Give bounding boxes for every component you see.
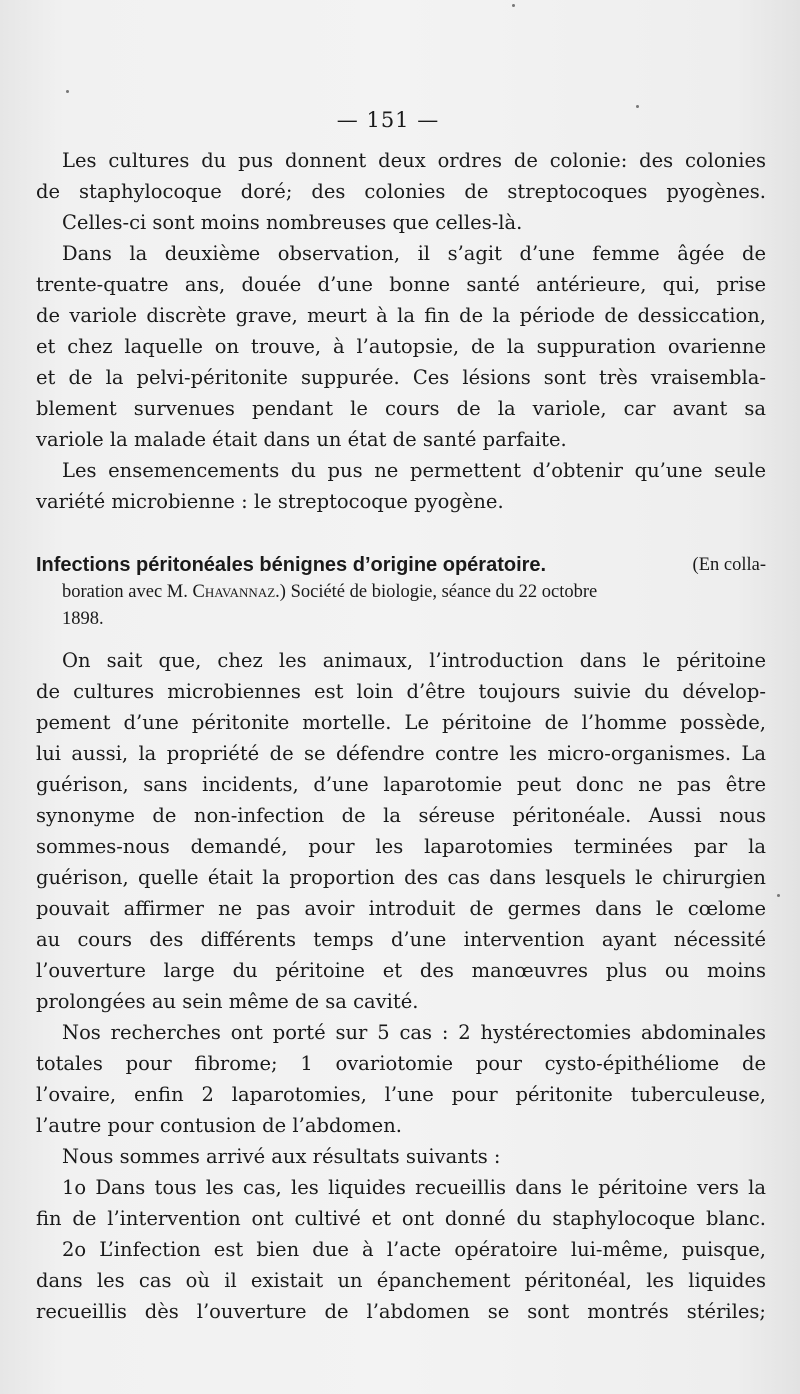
text-line: variole la malade était dans un état de santé parfaite. xyxy=(36,428,567,451)
heading-collab-group xyxy=(62,579,597,606)
paragraph xyxy=(36,1017,766,1141)
heading-title: Infections péritonéales bénignes d’origine opératoire. xyxy=(36,554,547,576)
text-line: Les ensemencements du pus ne permettent d’obtenir qu’une seule xyxy=(62,459,766,482)
text-line: On sait que, chez les animaux, l’introduction dans le péritoine xyxy=(62,649,766,672)
text-line: Dans la deuxième observation, il s’agit d’une femme âgée de xyxy=(62,242,766,265)
text-line: prolongées au sein même de sa cavité. xyxy=(36,990,419,1013)
section-2-text xyxy=(36,645,766,1327)
scan-speck xyxy=(636,105,639,108)
text-line: et de la pelvi-péritonite suppurée. Ces lésions sont très vraisembla- xyxy=(36,366,766,389)
text-line: de staphylocoque doré; des colonies de streptocoques pyogènes. xyxy=(36,180,766,203)
text-line: de cultures microbiennes est loin d’être toujours suivie du dévelop- xyxy=(36,680,766,703)
paragraph xyxy=(36,645,766,1017)
text-line: Les cultures du pus donnent deux ordres de colonie: des colonies xyxy=(62,149,766,172)
paragraph xyxy=(36,1234,766,1327)
section-heading xyxy=(36,552,766,633)
heading-note-open: (En colla- xyxy=(692,555,766,575)
paragraph xyxy=(36,1172,766,1234)
text-line: pement d’une péritonite mortelle. Le péritoine de l’homme possède, xyxy=(36,711,766,734)
text-line: l’ovaire, enfin 2 laparotomies, l’une pour péritonite tuberculeuse, xyxy=(36,1083,766,1106)
heading-author: Chavannaz xyxy=(192,582,276,602)
text-line: blement survenues pendant le cours de la variole, car avant sa xyxy=(36,397,766,420)
text-line: variété microbienne : le streptocoque pyogène. xyxy=(36,490,504,513)
paragraph xyxy=(36,455,766,517)
text-line: synonyme de non-infection de la séreuse péritonéale. Aussi nous xyxy=(36,804,766,827)
scan-speck xyxy=(777,894,780,897)
text-line: sommes-nous demandé, pour les laparotomies terminées par la xyxy=(36,835,766,858)
text-line: Nous sommes arrivé aux résultats suivants : xyxy=(62,1145,501,1168)
heading-collab-prefix: boration avec M. xyxy=(62,582,188,602)
heading-second-line xyxy=(36,579,766,606)
heading-collab-suffix: .) Société de biologie, séance du 22 octobre xyxy=(275,582,598,602)
text-line: l’ouverture large du péritoine et des manœuvres plus ou moins xyxy=(36,959,766,982)
paragraph xyxy=(36,238,766,455)
heading-year: 1898. xyxy=(62,609,104,629)
text-line: 2o L’infection est bien due à l’acte opératoire lui-même, puisque, xyxy=(62,1238,766,1261)
text-line: guérison, sans incidents, d’une laparotomie peut donc ne pas être xyxy=(36,773,766,796)
text-line: de variole discrète grave, meurt à la fin de la période de dessiccation, xyxy=(36,304,766,327)
text-line: trente-quatre ans, douée d’une bonne santé antérieure, qui, prise xyxy=(36,273,766,296)
text-line: Celles-ci sont moins nombreuses que celles-là. xyxy=(62,211,523,234)
text-line: dans les cas où il existait un épanchement péritonéal, les liquides xyxy=(36,1269,766,1292)
scan-speck xyxy=(66,90,69,93)
paragraph xyxy=(36,1141,766,1172)
text-line: 1o Dans tous les cas, les liquides recueillis dans le péritoine vers la xyxy=(62,1176,766,1199)
text-line: recueillis dès l’ouverture de l’abdomen se sont montrés stériles; xyxy=(36,1300,766,1323)
paragraph xyxy=(36,145,766,238)
text-line: au cours des différents temps d’une intervention ayant nécessité xyxy=(36,928,766,951)
heading-first-line xyxy=(36,552,766,579)
page-number: — 151 — xyxy=(336,108,440,132)
text-line: Nos recherches ont porté sur 5 cas : 2 hystérectomies abdominales xyxy=(62,1021,766,1044)
section-1-text xyxy=(36,145,766,517)
scan-speck xyxy=(512,4,515,7)
text-line: fin de l’intervention ont cultivé et ont donné du staphylocoque blanc. xyxy=(36,1207,766,1230)
text-line: et chez laquelle on trouve, à l’autopsie, de la suppuration ovarienne xyxy=(36,335,766,358)
text-line: totales pour fibrome; 1 ovariotomie pour cysto-épithéliome de xyxy=(36,1052,766,1075)
text-line: lui aussi, la propriété de se défendre contre les micro-organismes. La xyxy=(36,742,766,765)
text-line: guérison, quelle était la proportion des cas dans lesquels le chirurgien xyxy=(36,866,766,889)
text-line: pouvait affirmer ne pas avoir introduit de germes dans le cœlome xyxy=(36,897,766,920)
text-line: l’autre pour contusion de l’abdomen. xyxy=(36,1114,402,1137)
